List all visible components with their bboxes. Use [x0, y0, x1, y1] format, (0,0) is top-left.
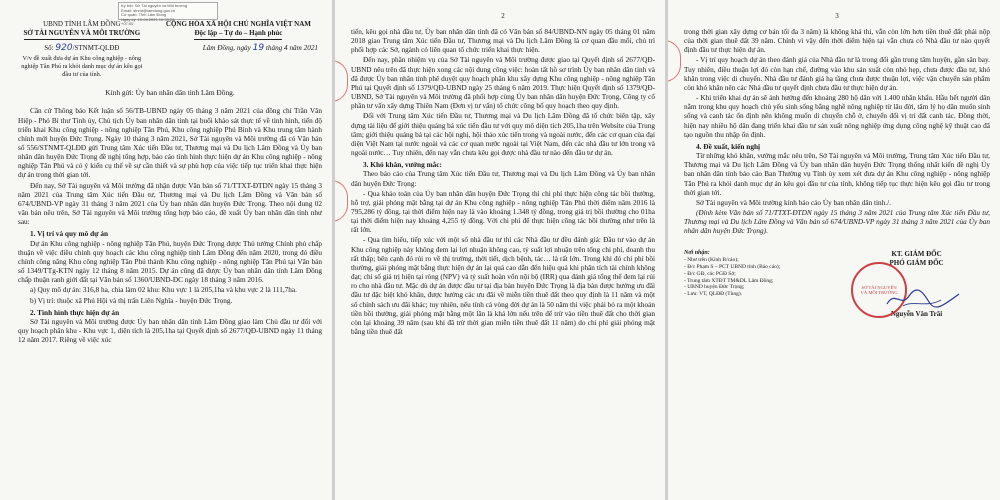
recipient-line: Kính gửi: Ủy ban nhân dân tỉnh Lâm Đồng. [105, 88, 235, 98]
paragraph: Đến nay, Sở Tài nguyên và Môi trường đã nhận được Văn bản số 71/TTXT-ĐTDN ngày 15 tháng 3 năm 2021 của Trung tâm Xúc tiến Đầu tư, Thương mại và Du lịch Lâm Đồng và Văn bản số 674/UBND-VP ngày 31 tháng 3 năm 2021 của Ủy ban nhân dân huyện Đức Trọng. Theo nội dung 02 văn bản nêu trên, Sở Tài nguyên và Môi trường tổng hợp báo cáo, đề xuất Ủy ban nhân dân tỉnh như sau: [18, 181, 322, 227]
recipient-list [684, 250, 831, 318]
recipient-item: - Đ/c GĐ, các PGĐ Sở; [684, 270, 736, 277]
paragraph: Dự án Khu công nghiệp - nông nghiệp Tân Phú, huyện Đức Trọng được Thủ tướng Chính phủ chấp thuận về việc điều chỉnh quy hoạch các khu công nghiệp tỉnh Lâm Đồng đến năm 2020, trong đó điều chỉnh công năng Khu công nghiệp Tân Phú thành Khu công nghiệp - nông nghiệp Tân Phú tại Văn bản số 1349/TTg-KTN ngày 12 tháng 8 năm 2015. Dự án cũng đã được Ủy ban nhân dân tỉnh Lâm Đồng chấp thuận ranh giới đất tại Văn bản số 1360/UBND-ĐC ngày 18 tháng 3 năm 2016. [18, 239, 322, 285]
paragraph: Từ những khó khăn, vướng mắc nêu trên, Sở Tài nguyên và Môi trường, Trung tâm Xúc tiến Đầu tư, Thương mại và Du lịch Lâm Đồng và Ủy ban nhân dân huyện Đức Trọng thống nhất kiến đề nghị Ủy ban nhân dân tỉnh báo cáo Ban Thường vụ Tỉnh ủy xem xét đưa dự án Khu công nghiệp - nông nghiệp Tân Phú ra khỏi danh mục dự án kêu gọi đầu tư của tỉnh, không tiếp tục thực hiện kêu gọi đầu tư trong thời gian tới. [684, 152, 990, 197]
page-1-body [18, 107, 322, 345]
parent-organization: UBND TỈNH LÂM ĐỒNG [43, 20, 121, 28]
attachment-note: (Đính kèm Văn bản số 71/TTXT-ĐTDN ngày 15 tháng 3 năm 2021 của Trung tâm Xúc tiến Đầu tư, Thương mại và Du lịch Lâm Đồng và Văn bản số 674/UBND-VP ngày 31 tháng 3 năm 2021 của Ủy ban nhân dân huyện Đức Trọng). [684, 208, 990, 236]
page-3-body [684, 28, 990, 236]
paragraph: Sở Tài nguyên và Môi trường được Ủy ban nhân dân tỉnh Lâm Đồng giao làm Chủ đầu tư đối với quy hoạch phân khu - Khu vực 1, diện tích là 205,1ha tại Quyết định số 2677/QĐ-UBND ngày 11 tháng 12 năm 2017. Riêng về việc xúc [18, 317, 322, 345]
issuing-agency [18, 20, 146, 78]
paragraph: Theo báo cáo của Trung tâm Xúc tiến Đầu tư, Thương mại và Du lịch Lâm Đồng và Ủy ban nhân dân huyện Đức Trọng: [351, 170, 655, 188]
recipient-list-title: Nơi nhận: [684, 250, 710, 257]
national-motto: Độc lập – Tự do – Hạnh phúc [194, 29, 282, 40]
paragraph: b) Vị trí: thuộc xã Phú Hội và thị trấn Liên Nghĩa - huyện Đức Trọng. [30, 296, 233, 305]
stamp-line: Cơ quan: Tỉnh Lâm Đồng [121, 12, 167, 18]
paragraph: Đến nay, phần nhiệm vụ của Sở Tài nguyên và Môi trường được giao tại Quyết định số 2677/QĐ-UBND nêu trên đã thực hiện xong các nội dung công việc: hoàn tất hồ sơ trình Ủy ban nhân dân tỉnh và đã được Ủy ban nhân tỉnh phê duyệt quy hoạch phân khu xây dựng Khu công nghiệp - nông nghiệp Tân Phú tại Quyết định số 1379/QĐ-UBND ngày 25 tháng 6 năm 2019. Thực hiện Quyết định số 1379/QĐ-UBND, Sở Tài nguyên và Môi trường đã phối hợp cùng Ủy ban nhân dân huyện Đức Trọng, Công ty cổ phần tư vấn xây dựng Thiên Nam (Đơn vị tư vấn) tổ chức công bố quy hoạch theo quy định. [351, 56, 655, 111]
page-2-body [351, 28, 655, 337]
paragraph: Đối với Trung tâm Xúc tiến Đầu tư, Thương mại và Du lịch Lâm Đồng đã tổ chức biên tập, xây dựng tài liệu để giới thiệu quảng bá xúc tiến đầu tư với quy mô diện tích 205,1ha trên Website của Trung tâm; giới thiệu quảng bá tại các hội nghị, hội thảo xúc tiến trong và ngoài nước, đến các cơ quan của đại diện Việt Nam tại nước ngoài và các cơ quan nước ngoài tại Việt Nam, đến các nhà đầu tư lớn trong và ngoài nước… Tuy nhiên, đến nay vẫn chưa kêu gọi được nhà đầu tư nào đến đầu tư dự án. [351, 112, 655, 158]
paragraph: tiến, kêu gọi nhà đầu tư, Ủy ban nhân dân tỉnh đã có Văn bản số 84/UBND-NN ngày 05 tháng 01 năm 2018 giao Trung tâm Xúc tiến Đầu tư, Thương mại và Du lịch Lâm Đồng là cơ quan đầu mối, chủ trì phối hợp các Sở, ngành có liên quan tổ chức triển khai thực hiện. [351, 28, 655, 55]
organization-name: SỞ TÀI NGUYÊN VÀ MÔI TRƯỜNG [24, 29, 141, 40]
document-subject: V/v đề xuất đưa dự án Khu công nghiệp - nông nghiệp Tân Phú ra khỏi danh mục dự án kêu gọi đầu tư của tỉnh. [21, 55, 143, 78]
national-header [155, 20, 322, 78]
recipient-item: - Như trên (Kính B/cáo); [684, 257, 739, 264]
handwritten-number: 920 [55, 43, 73, 53]
stamp-line: Ngày ký: 19.04.2021 10:33:22 [121, 16, 175, 22]
nation-title: CỘNG HÒA XÃ HỘI CHỦ NGHĨA VIỆT NAM [165, 20, 311, 28]
signer-title: PHÓ GIÁM ĐỐC [889, 259, 944, 268]
document-date: Lâm Đồng, ngày 19 tháng 4 năm 2021 [202, 43, 318, 53]
recipient-item: - Lưu: VT, QLĐĐ (Tùng). [684, 291, 743, 298]
paragraph: a) Quy mô dự án: 316,8 ha, chia làm 02 khu: Khu vực 1 là 205,1ha và khu vực 2 là 111,7ha. [30, 286, 297, 295]
paragraph: - Qua tìm hiểu, tiếp xúc với một số nhà đầu tư thì các Nhà đầu tư đều đánh giá: Đầu tư vào dự án Khu công nghiệp này không đem lại lợi nhuận không cao, tỷ suất lợi nhuận trên tổng chi phí, doanh thu rất thấp; bên cạnh đó rủi ro về thị trường, thời tiết, dịch bệnh, tác… là rất lớn. Trong khi đó chi phí bồi thường, giải phóng mặt bằng thực hiện dự án lại quá cao dẫn đến hiệu quả khi phân tích tài chính không đạt; chỉ số giá trị hiện tại ròng (NPV) và tỷ suất hoàn vốn nội bộ (IRR) qua đánh giá tổng thể đem lại rủi ro cho nhà đầu tư. Mặc dù dự án được đầu tư tại địa bàn huyện Đức Trọng là địa bàn được hưởng ưu đãi đầu tư đặc biệt khó khăn, được hưởng các ưu đãi về miễn tiền thuê đất theo quy định là 11 năm và một số chính sách ưu đãi khác; tuy nhiên, nếu tính cả vòng đời dự án là 50 năm thì việc phải bỏ ra một khoản tiền bồi thường, giải phóng mặt bằng một lần là khá lớn nếu trên để trừ vào tiền thuê đất cho thời gian còn lại khoảng 39 năm (sau khi đã trừ thời gian miễn tiền thuê đất 11 năm) do chi phí giải phóng mặt bằng tiền thuê đất [351, 236, 655, 336]
seal-edge-mark [668, 40, 681, 82]
recipient-item: - Đ/c Phạm S – PCT UBND tỉnh (Báo cáo); [684, 264, 781, 271]
stamp-line: +07:00 [121, 21, 134, 27]
section-heading: 3. Khó khăn, vướng mắc: [363, 160, 442, 170]
section-heading: 1. Vị trí và quy mô dự án [30, 229, 109, 239]
document-page-3 [668, 0, 1000, 500]
paragraph: - Vị trí quy hoạch dự án theo đánh giá của Nhà đầu tư là trong đối gần trung tâm huyện, gần sân bay. Tuy nhiên, điều thuận lợi đó còn hạn chế, đường vào khu sản xuất còn nhỏ hẹp, chưa được đầu tư, khó khăn trong việc di chuyển. Nhà đầu tư đánh giá hạ tầng chưa được thuận lợi, việc vận chuyển sản phẩm còn khó khăn nên các Nhà đầu tư quyết định chưa đầu tư thực hiện dự án. [684, 56, 990, 92]
signer-name: Nguyễn Văn Trãi [890, 309, 943, 318]
document-page-2 [335, 0, 665, 500]
seal-edge-mark [335, 60, 348, 102]
paragraph: Sở Tài nguyên và Môi trường kính báo cáo Ủy ban nhân dân tỉnh./. [696, 198, 891, 207]
seal-edge-mark [335, 180, 348, 222]
paragraph: Căn cứ Thông báo Kết luận số 56/TB-UBND ngày 05 tháng 3 năm 2021 của đồng chí Trần Văn Hiệp - Phó Bí thư Tỉnh ủy, Chủ tịch Ủy ban nhân dân tỉnh tại buổi khảo sát thực tế về tình hình, tiến độ triển khai Khu công nghiệp - nông nghiệp Tân Phú, Khu công nghiệp Phú Bình và Khu trung tâm hành chính mới huyện Đức Trọng. Ngày 10 tháng 3 năm 2021, Sở Tài nguyên và Môi trường đã có Văn bản số 556/STNMT-QLĐĐ gửi Trung tâm Xúc tiến Đầu tư, Thương mại và Du lịch Lâm Đồng và Ủy ban nhân dân huyện Đức Trọng đề nghị tổng hợp, báo cáo tình hình thực hiện dự án Khu công nghiệp - nông nghiệp Tân Phú và có ý kiến cụ thể về sự cần thiết và sự phù hợp của việc tiếp tục triển khai thực hiện dự án trong thời gian tới. [18, 107, 322, 180]
sign-on-behalf: KT. GIÁM ĐỐC [891, 250, 942, 259]
signature-block [684, 250, 990, 318]
signature [843, 288, 990, 310]
stamp-line: Ký bởi: Sở Tài nguyên và Môi trường [121, 3, 188, 8]
recipient-item: - Trung tâm XTĐT TM&DL Lâm Đồng; [684, 277, 774, 284]
signer-area [843, 250, 990, 318]
recipient-item: - UBND huyện Đức Trọng; [684, 284, 745, 291]
document-number: Số: 920/STNMT-QLĐĐ [44, 43, 120, 53]
page-number: 2 [501, 12, 505, 20]
section-heading: 2. Tình hình thực hiện dự án [30, 307, 120, 317]
page-number: 3 [835, 12, 839, 20]
stamp-line: Email: stnmt@lamdong.gov.vn [121, 7, 176, 13]
document-page-1 [0, 0, 332, 500]
handwritten-signature-icon [883, 288, 963, 310]
section-heading: 4. Đề xuất, kiến nghị [696, 141, 761, 151]
official-seal: SỞ TÀI NGUYÊN VÀ MÔI TRƯỜNG [851, 262, 907, 318]
paragraph: - Khi triển khai dự án sẽ ảnh hưởng đến khoảng 280 hộ dân với 1.400 nhân khẩu. Hầu hết người dân nằm trong khu quy hoạch chủ yếu sinh sống bằng nghề nông nghiệp từ lâu đời, tâm lý họ dân muốn sinh sống và canh tác ổn định nên không muốn di chuyển chỗ ở, chuyển đổi vị trí đất canh tác. Đồng thời, hiện nay nhiều hộ dân đang triển khai đầu tư sản xuất nông nghiệp ứng dụng công nghệ kỹ thuật cao đã tạo nguồn thu nhập ổn định. [684, 94, 990, 139]
digital-signature-stamp [118, 2, 218, 27]
paragraph: - Qua khảo toán của Ủy ban nhân dân huyện Đức Trọng thì chi phí thực hiện công tác bồi thường, hỗ trợ, giải phóng mặt bằng tại dự án Khu công nghiệp - nông nghiệp Tân Phú thời điểm năm 2016 là 795,286 tỷ đồng, tại thời điểm hiện nay là vào khoảng 1.348 tỷ đồng, trong giá trị bồi thường cho 01ha tại thời điểm hiện nay khoảng 4,255 tỷ đồng. Với chi phí để thực hiện công tác bồi thường như trên là rất lớn. [351, 189, 655, 235]
paragraph: trong thời gian xây dựng cơ bản tối đa 3 năm) là không khả thi, vẫn còn lớn hơn tiền thuê đất phải nộp của thời gian thuê đất 39 năm. Chính vì vậy đến thời điểm hiện tại vẫn chưa có Nhà đầu tư nào quyết định đầu tư thực hiện dự án. [684, 28, 990, 55]
